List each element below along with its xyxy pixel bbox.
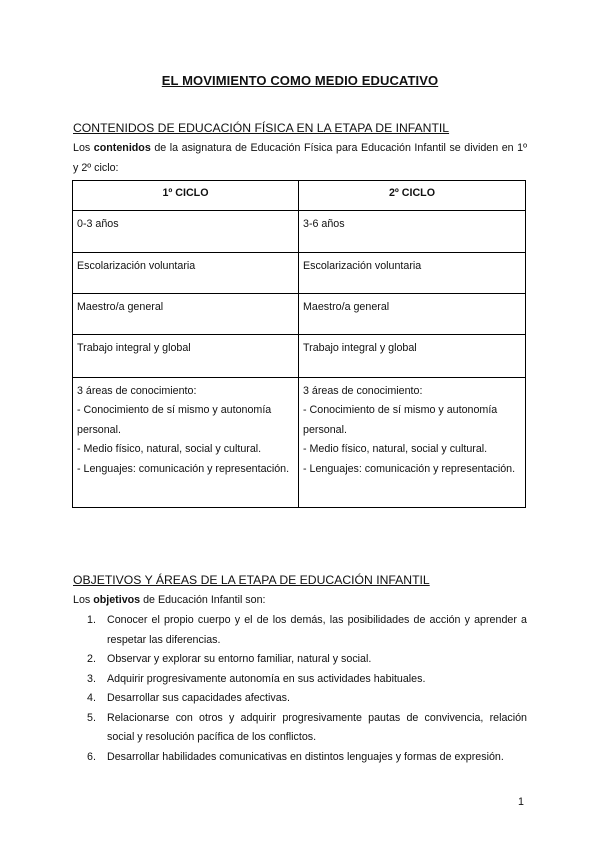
list-item (73, 748, 527, 768)
list-item (73, 650, 527, 670)
table-cell: 3-6 años (299, 210, 526, 252)
areas-line: - Conocimiento de sí mismo y autonomía personal. (303, 404, 498, 436)
areas-line: 3 áreas de conocimiento: (77, 384, 197, 397)
areas-line: - Lenguajes: comunicación y representación. (303, 462, 516, 475)
list-item-number: 1. (87, 614, 96, 626)
table-cell: 0-3 años (73, 210, 299, 252)
table-cell: Escolarización voluntaria (73, 252, 299, 293)
intro-keyword-contenidos: contenidos (93, 142, 151, 154)
section-heading-objectives: OBJETIVOS Y ÁREAS DE LA ETAPA DE EDUCACIÓN INFANTIL (73, 573, 430, 587)
objectives-list (73, 611, 527, 767)
section-heading-contents: CONTENIDOS DE EDUCACIÓN FÍSICA EN LA ETAPA DE INFANTIL (73, 121, 450, 135)
table-row-areas (73, 377, 526, 507)
table-cell: Maestro/a general (73, 293, 299, 334)
table-row (73, 210, 526, 252)
list-item-number: 2. (87, 653, 96, 665)
areas-line: - Medio físico, natural, social y cultural. (77, 443, 262, 455)
list-item-number: 5. (87, 711, 96, 724)
contents-intro-paragraph (73, 139, 527, 178)
table-row (73, 293, 526, 334)
cycles-table (72, 180, 526, 508)
objectives-intro-paragraph (73, 591, 527, 611)
list-item-text: Desarrollar habilidades comunicativas en distintos lenguajes y formas de expresión. (107, 750, 504, 763)
areas-cell-first-cycle (73, 377, 299, 507)
page-number: 1 (518, 796, 524, 808)
areas-line: - Medio físico, natural, social y cultural. (303, 443, 488, 455)
table-row (73, 334, 526, 377)
table-cell: Trabajo integral y global (73, 334, 299, 377)
areas-cell-second-cycle (299, 377, 526, 507)
areas-line: - Conocimiento de sí mismo y autonomía personal. (77, 404, 272, 436)
list-item-text: Conocer el propio cuerpo y el de los demás, las posibilidades de acción y aprender a respetar las diferencias. (107, 614, 527, 646)
list-item (73, 611, 527, 650)
intro-text-start: Los (73, 142, 94, 154)
intro-text-end: de la asignatura de Educación Física para Educación Infantil se dividen en 1º y 2º ciclo: (73, 142, 527, 174)
list-item-number: 6. (87, 750, 96, 763)
document-title: EL MOVIMIENTO COMO MEDIO EDUCATIVO (161, 73, 439, 88)
list-item (73, 709, 527, 748)
list-item-text: Adquirir progresivamente autonomía en sus actividades habituales. (107, 672, 426, 685)
list-item-text: Desarrollar sus capacidades afectivas. (107, 692, 290, 704)
table-cell: Maestro/a general (299, 293, 526, 334)
list-item (73, 689, 527, 709)
list-item-text: Relacionarse con otros y adquirir progresivamente pautas de convivencia, relación social y resolución pacífica de los conflictos. (107, 711, 527, 743)
list-item-number: 4. (87, 692, 96, 704)
list-item (73, 670, 527, 690)
list-item-number: 3. (87, 672, 96, 685)
areas-line: - Lenguajes: comunicación y representación. (77, 462, 290, 475)
intro-keyword-objetivos: objetivos (93, 594, 141, 606)
table-cell: Escolarización voluntaria (299, 252, 526, 293)
intro-text-start: Los (73, 594, 94, 606)
table-row (73, 252, 526, 293)
table-header-row (73, 181, 526, 211)
header-second-cycle: 2º CICLO (299, 181, 526, 211)
table-cell: Trabajo integral y global (299, 334, 526, 377)
list-item-text: Observar y explorar su entorno familiar, natural y social. (107, 653, 372, 665)
header-first-cycle: 1º CICLO (73, 181, 299, 211)
areas-line: 3 áreas de conocimiento: (303, 384, 423, 397)
intro-text-end: de Educación Infantil son: (140, 594, 266, 606)
